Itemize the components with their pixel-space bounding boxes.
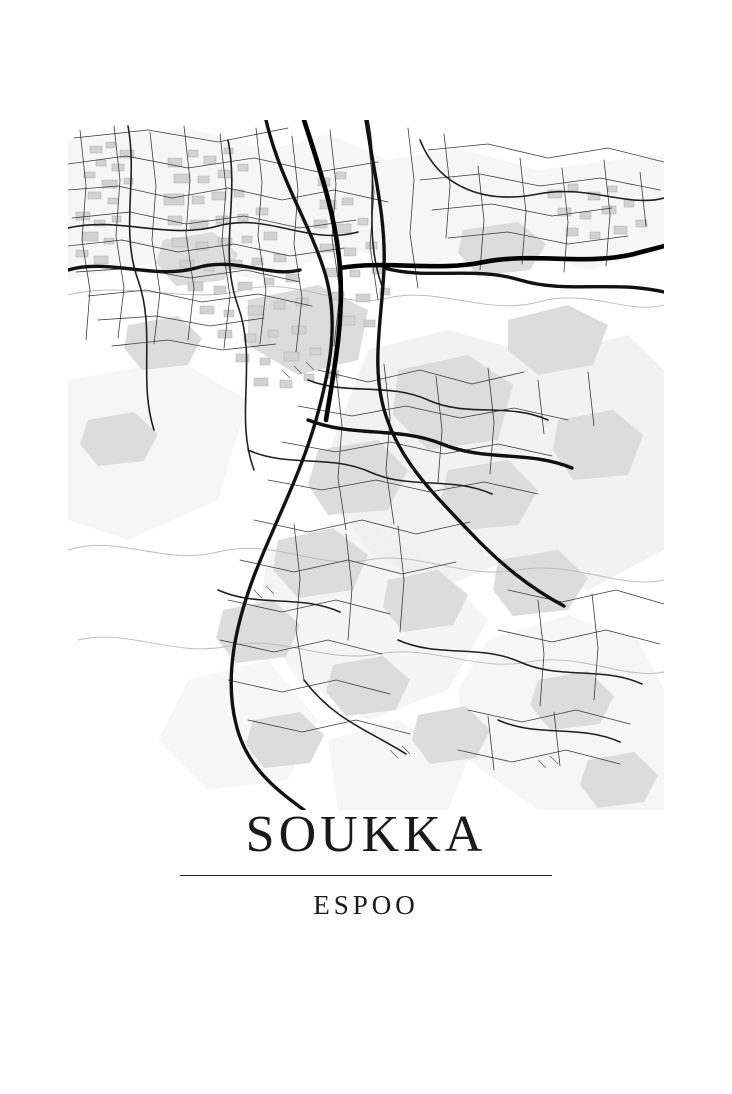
title-divider [180, 875, 552, 876]
map-canvas [68, 120, 664, 810]
poster-title-block [0, 805, 732, 921]
poster-subtitle: ESPOO [313, 889, 419, 920]
page-title: SOUKKA [245, 806, 487, 863]
map-illustration [68, 120, 664, 810]
